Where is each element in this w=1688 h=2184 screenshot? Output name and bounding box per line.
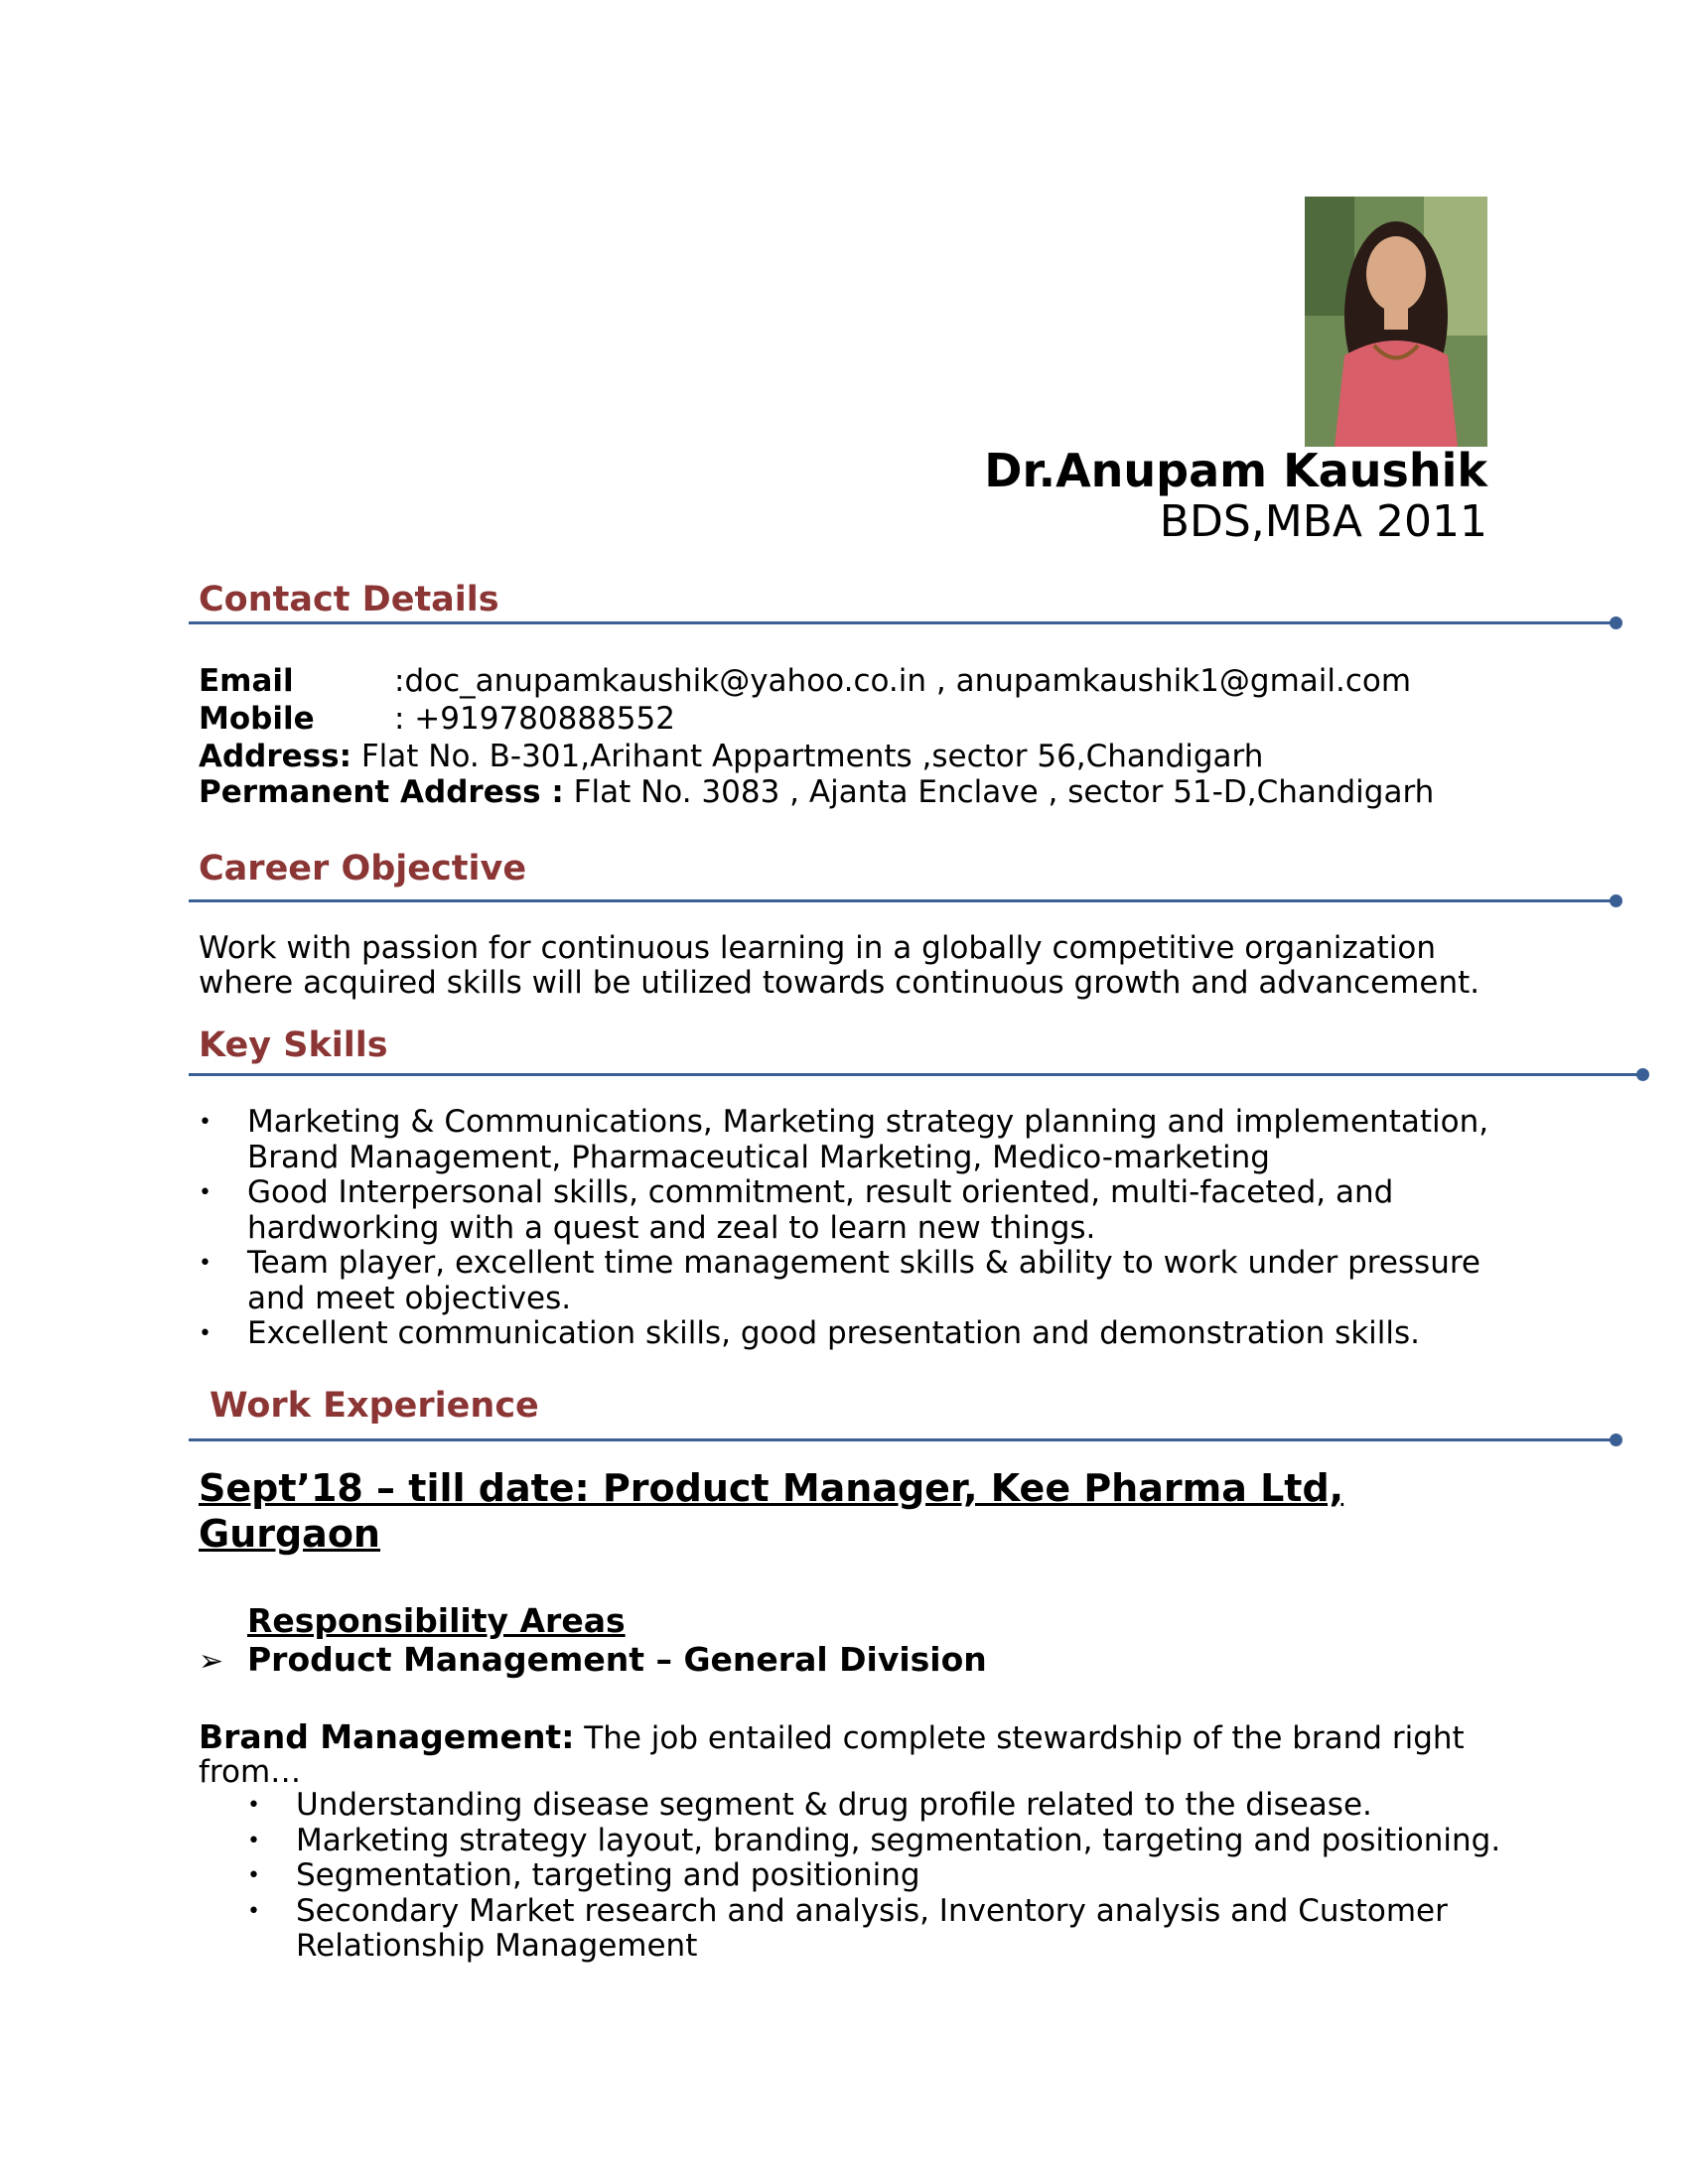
contact-address-row (199, 738, 1263, 775)
division-row (199, 1641, 987, 1681)
section-rule-career (189, 899, 1616, 902)
brand-management-text-cont: from… (199, 1754, 302, 1790)
key-skills-list (199, 1105, 1489, 1352)
contact-permanent-row (199, 773, 1434, 811)
list-item (199, 1175, 1489, 1246)
skill-line2: Brand Management, Pharmaceutical Marketing, Medico-marketing (247, 1139, 1270, 1175)
skill-line2: and meet objectives. (247, 1280, 572, 1316)
bullet-icon: • (247, 1828, 260, 1853)
bullet-icon: • (247, 1793, 260, 1818)
skill-line1: Good Interpersonal skills, commitment, result oriented, multi-faceted, and (247, 1174, 1394, 1210)
brand-points-list (247, 1788, 1538, 1965)
profile-photo (1305, 197, 1487, 447)
mobile-label: Mobile (199, 701, 315, 737)
brand-point-line2: Relationship Management (296, 1928, 698, 1964)
section-title-work: Work Experience (210, 1386, 539, 1426)
skill-line1: Marketing & Communications, Marketing strategy planning and implementation, (247, 1104, 1489, 1140)
list-item (199, 1316, 1489, 1352)
bullet-icon: • (247, 1863, 260, 1888)
skill-line1: Excellent communication skills, good presentation and demonstration skills. (247, 1315, 1421, 1351)
list-item (199, 1105, 1489, 1175)
permanent-address-label: Permanent Address : (199, 774, 564, 810)
permanent-address-value: Flat No. 3083 , Ajanta Enclave , sector 51-D,Chandigarh (563, 774, 1435, 810)
section-title-contact: Contact Details (199, 580, 499, 619)
mobile-value: : +919780888552 (394, 701, 675, 737)
profile-photo-illustration (1305, 197, 1487, 447)
list-item (247, 1858, 1538, 1894)
candidate-name: Dr.Anupam Kaushik (984, 444, 1487, 497)
list-item (247, 1788, 1538, 1824)
brand-point-line1: Marketing strategy layout, branding, segmentation, targeting and positioning. (296, 1822, 1501, 1858)
skill-line1: Team player, excellent time management skills & ability to work under pressure (247, 1245, 1480, 1281)
list-item (247, 1824, 1538, 1859)
responsibility-heading: Responsibility Areas (247, 1601, 626, 1640)
brand-management-row (199, 1718, 1465, 1757)
career-objective-line2: where acquired skills will be utilized towards continuous growth and advancement. (199, 965, 1480, 1001)
address-value: Flat No. B-301,Arihant Appartments ,sector 56,Chandigarh (352, 739, 1264, 774)
job-title-line2: Gurgaon (199, 1512, 380, 1556)
contact-email-row (199, 662, 294, 700)
brand-management-text: The job entailed complete stewardship of the brand right (574, 1720, 1465, 1756)
section-title-skills: Key Skills (199, 1025, 388, 1065)
section-rule-skills (189, 1073, 1642, 1076)
candidate-degree: BDS,MBA 2011 (1159, 496, 1487, 547)
section-title-career: Career Objective (199, 849, 527, 888)
section-rule-dot-skills (1636, 1068, 1649, 1081)
bullet-icon: • (199, 1321, 211, 1346)
list-item (247, 1894, 1538, 1965)
bullet-icon: • (247, 1898, 260, 1924)
bullet-icon: • (199, 1251, 211, 1276)
brand-point-line1: Segmentation, targeting and positioning (296, 1857, 920, 1893)
section-rule-work (189, 1438, 1616, 1441)
contact-mobile-row (199, 700, 315, 738)
bullet-icon: • (199, 1110, 211, 1135)
job-title-line1: Sept’18 – till date: Product Manager, Kee Pharma Ltd, (199, 1466, 1344, 1510)
division-label: Product Management – General Division (247, 1640, 987, 1679)
brand-point-line1: Secondary Market research and analysis, Inventory analysis and Customer (296, 1892, 1448, 1929)
section-rule-dot-work (1610, 1433, 1622, 1446)
section-rule-dot-contact (1610, 616, 1622, 629)
arrow-bullet-icon: ➢ (199, 1644, 224, 1679)
skill-line2: hardworking with a quest and zeal to learn new things. (247, 1209, 1096, 1246)
brand-point-line1: Understanding disease segment & drug profile related to the disease. (296, 1787, 1372, 1823)
career-objective-line1: Work with passion for continuous learning in a globally competitive organization (199, 930, 1437, 966)
brand-management-label: Brand Management: (199, 1717, 575, 1756)
section-rule-dot-career (1610, 894, 1622, 907)
bullet-icon: • (199, 1180, 211, 1205)
email-label: Email (199, 663, 294, 699)
list-item (199, 1246, 1489, 1316)
address-label: Address: (199, 739, 352, 774)
section-rule-contact (189, 621, 1616, 624)
email-value: :doc_anupamkaushik@yahoo.co.in , anupamkaushik1@gmail.com (394, 663, 1412, 699)
